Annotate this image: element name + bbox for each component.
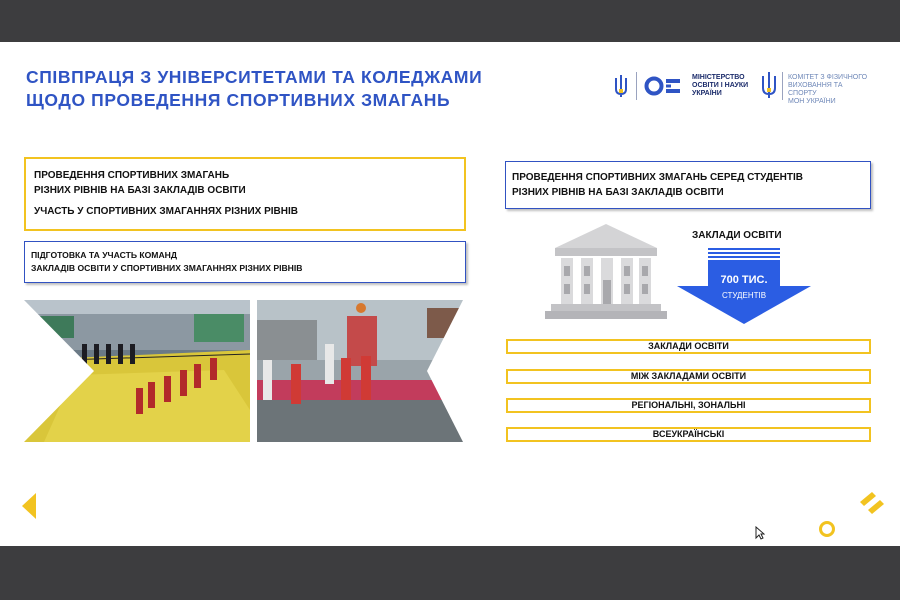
ministry-line-2: ОСВІТИ І НАУКИ — [692, 82, 749, 89]
right-blue-box — [505, 161, 871, 209]
slide-title — [26, 66, 482, 112]
down-arrow-icon — [677, 248, 811, 324]
left-box1-line-3: УЧАСТЬ У СПОРТИВНИХ ЗМАГАННЯХ РІЗНИХ РІВНІВ — [34, 206, 298, 217]
slide-title-line-2: ЩОДО ПРОВЕДЕННЯ СПОРТИВНИХ ЗМАГАНЬ — [26, 90, 451, 110]
left-box1-line-2: РІЗНИХ РІВНІВ НА БАЗІ ЗАКЛАДІВ ОСВІТИ — [34, 185, 246, 196]
institutions-label: ЗАКЛАДИ ОСВІТИ — [692, 230, 782, 241]
right-box-line-2: РІЗНИХ РІВНІВ НА БАЗІ ЗАКЛАДІВ ОСВІТИ — [512, 187, 724, 198]
trident-icon — [614, 74, 628, 98]
basketball-photo-image — [257, 300, 463, 442]
level-bar-3: РЕГІОНАЛЬНІ, ЗОНАЛЬНІ — [506, 398, 871, 413]
slide-title-line-1: СПІВПРАЦЯ З УНІВЕРСИТЕТАМИ ТА КОЛЕДЖАМИ — [26, 67, 483, 87]
left-blue-box — [24, 241, 466, 283]
ministry-line-1: МІНІСТЕРСТВО — [692, 74, 745, 81]
volleyball-photo — [24, 300, 250, 442]
ministry-logo-icon — [644, 76, 684, 96]
left-box2-line-2: ЗАКЛАДІВ ОСВІТИ У СПОРТИВНИХ ЗМАГАННЯХ РІЗНИХ РІВНІВ — [31, 263, 303, 273]
committee-line-1: КОМІТЕТ З ФІЗИЧНОГО — [788, 74, 868, 81]
chevron-stripes-icon — [856, 490, 886, 516]
university-building-icon — [545, 222, 667, 322]
arrow-unit: СТУДЕНТІВ — [721, 291, 767, 300]
header-logos — [612, 68, 872, 110]
left-box2-line-1: ПІДГОТОВКА ТА УЧАСТЬ КОМАНД — [31, 250, 178, 260]
ministry-logo-text — [692, 74, 748, 98]
left-box1-line-1: ПРОВЕДЕННЯ СПОРТИВНИХ ЗМАГАНЬ — [34, 170, 230, 181]
level-bar-4: ВСЕУКРАЇНСЬКІ — [506, 427, 871, 442]
left-yellow-box — [24, 157, 466, 231]
committee-line-2: ВИХОВАННЯ ТА СПОРТУ — [788, 82, 843, 97]
presentation-slide — [0, 42, 900, 546]
basketball-photo — [257, 300, 463, 442]
logo-divider — [636, 72, 637, 100]
triangle-left-icon[interactable] — [22, 493, 36, 519]
logo-divider-2 — [782, 72, 783, 100]
right-box-line-1: ПРОВЕДЕННЯ СПОРТИВНИХ ЗМАГАНЬ СЕРЕД СТУДЕНТІВ — [512, 172, 804, 183]
volleyball-photo-image — [24, 300, 250, 442]
committee-line-3: МОН УКРАЇНИ — [788, 98, 836, 105]
circle-ring-icon — [818, 520, 836, 538]
committee-logo-text — [788, 74, 872, 106]
level-bar-2: МІЖ ЗАКЛАДАМИ ОСВІТИ — [506, 369, 871, 384]
level-bar-1: ЗАКЛАДИ ОСВІТИ — [506, 339, 871, 354]
ministry-line-3: УКРАЇНИ — [692, 90, 722, 97]
mouse-pointer-icon — [755, 526, 765, 540]
committee-trident-icon — [760, 71, 778, 99]
arrow-number: 700 ТИС. — [720, 274, 768, 286]
